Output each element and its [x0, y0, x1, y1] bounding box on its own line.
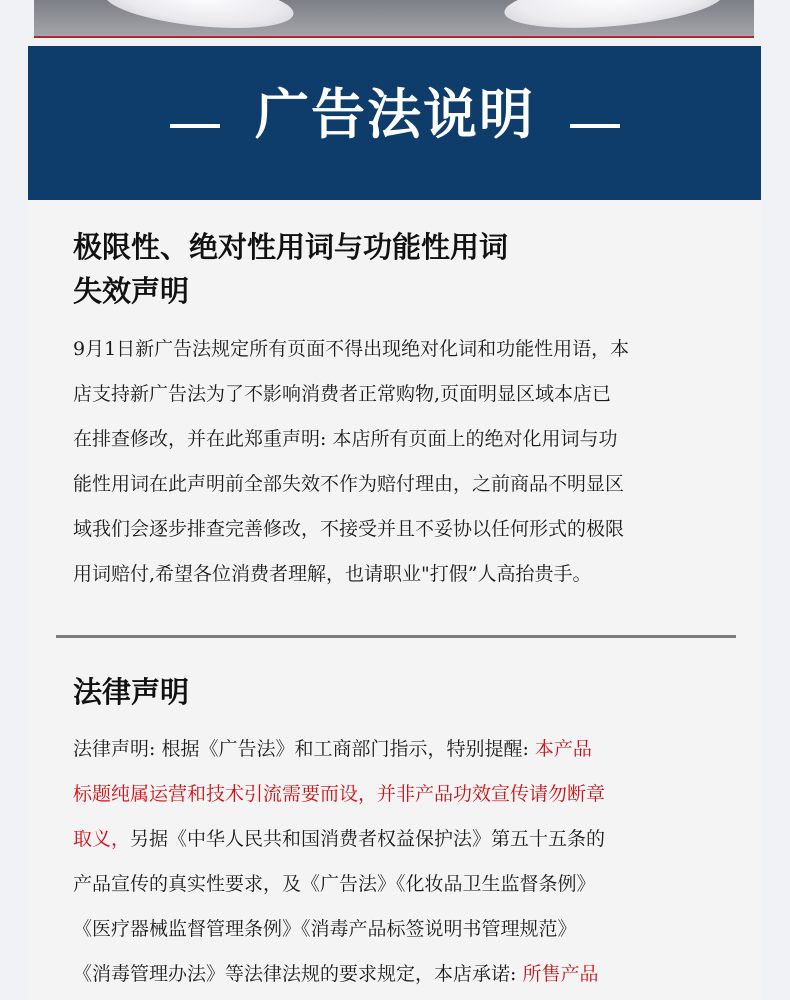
legal-text: 法律声明: 根据《广告法》和工商部门指示，特别提醒: [73, 738, 535, 760]
product-photo-strip [34, 0, 754, 38]
section1-line: 9月1日新广告法规定所有页面不得出现绝对化词和功能性用语，本 [73, 338, 630, 360]
legal-warning-text: 取义， [73, 828, 131, 850]
legal-text: 另据《中华人民共和国消费者权益保护法》第五十五条的 [130, 828, 606, 850]
section2-line [73, 862, 723, 907]
section2-paragraph [73, 727, 723, 997]
section1-line: 在排查修改，并在此郑重声明: 本店所有页面上的绝对化用词与功 [73, 428, 618, 450]
section2-heading: 法律声明 [73, 675, 190, 709]
section-divider [56, 635, 736, 638]
legal-text: 《医疗器械监督管理条例》《消毒产品标签说明书管理规范》 [73, 918, 577, 940]
pillow-image-left [102, 0, 296, 36]
section1-heading-line2: 失效声明 [73, 274, 190, 308]
section1-line: 域我们会逐步排查完善修改，不接受并且不妥协以任何形式的极限 [73, 518, 625, 540]
section2-line [73, 772, 723, 817]
legal-warning-text: 所售产品 [522, 963, 599, 985]
section1-paragraph [73, 327, 723, 597]
section2-line [73, 907, 723, 952]
banner-title: 广告法说明 [255, 82, 535, 146]
section1-heading-line1: 极限性、绝对性用词与功能性用词 [73, 230, 509, 264]
legal-warning-text: 本产品 [534, 738, 592, 760]
section2-line [73, 727, 723, 772]
section1-line: 店支持新广告法为了不影响消费者正常购物,页面明显区域本店已 [73, 383, 612, 405]
legal-text: 产品宣传的真实性要求，及《广告法》《化妆品卫生监督条例》 [73, 873, 596, 895]
pillow-image-right [502, 0, 725, 35]
section1-line: 能性用词在此声明前全部失效不作为赔付理由，之前商品不明显区 [73, 473, 625, 495]
section1-line: 用词赔付,希望各位消费者理解，也请职业"打假”人高抬贵手。 [73, 563, 592, 585]
legal-warning-text: 标题纯属运营和技术引流需要而设，并非产品功效宣传请勿断章 [73, 783, 606, 805]
section2-line [73, 817, 723, 862]
legal-text: 《消毒管理办法》等法律法规的要求规定，本店承诺: [73, 963, 523, 985]
section2-line [73, 952, 723, 997]
